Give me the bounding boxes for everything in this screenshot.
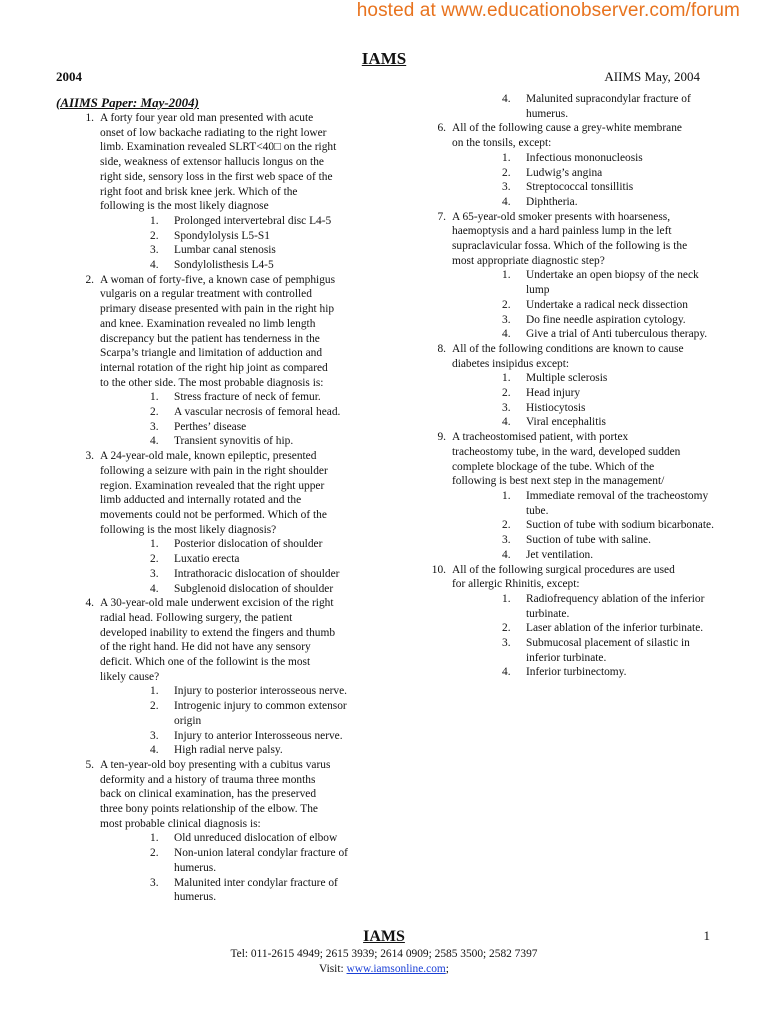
option-text-line: Malunited inter condylar fracture of <box>174 876 338 889</box>
answer-option <box>100 243 372 258</box>
option-text-line: Suction of tube with saline. <box>526 534 651 547</box>
question-text-line: deformity and a history of trauma three months <box>100 773 316 786</box>
question <box>72 273 372 449</box>
option-text-line: Histiocytosis <box>526 401 586 414</box>
question-text-line: A woman of forty-five, a known case of pemphigus <box>100 273 336 286</box>
option-number: 1. <box>502 372 511 385</box>
option-number: 3. <box>150 244 159 257</box>
option-text-line: Laser ablation of the inferior turbinate. <box>526 622 704 635</box>
question-text-line: complete blockage of the tube. Which of the <box>452 460 655 473</box>
option-text-line: Suction of tube with sodium bicarbonate. <box>526 519 714 532</box>
footer-phone-numbers: Tel: 011-2615 4949; 2615 3939; 2614 0909; 2585 3500; 2582 7397 <box>230 948 538 960</box>
question <box>72 758 372 905</box>
answer-option <box>100 214 372 229</box>
option-number: 2. <box>150 847 159 860</box>
question-text-line: most appropriate diagnostic step? <box>452 254 605 267</box>
question-number: 10. <box>431 563 446 576</box>
answer-option <box>452 415 720 430</box>
question-text-line: A 65-year-old smoker presents with hoarseness, <box>452 210 671 223</box>
question-text-line: onset of low backache radiating to the right lower <box>100 126 327 139</box>
question-number: 6. <box>437 122 446 135</box>
option-text-line: Luxatio erecta <box>174 553 240 566</box>
option-number: 4. <box>150 259 159 272</box>
question-text-line: region. Examination revealed that the right upper <box>100 479 325 492</box>
option-number: 4. <box>502 328 511 341</box>
answer-option <box>100 537 372 552</box>
question <box>424 342 720 430</box>
option-text-line: Do fine needle aspiration cytology. <box>526 313 686 326</box>
option-number: 4. <box>502 548 511 561</box>
option-number: 4. <box>502 93 511 105</box>
question-text-line: for allergic Rhinitis, except: <box>452 578 580 591</box>
option-text-line: Prolonged intervertebral disc L4-5 <box>174 214 332 227</box>
answer-option <box>100 684 372 699</box>
option-text-line: Give a trial of Anti tuberculous therapy. <box>526 328 708 341</box>
option-text-line: Submucosal placement of silastic in <box>526 637 690 650</box>
option-number: 2. <box>150 406 159 419</box>
question-number: 7. <box>437 210 446 223</box>
question <box>72 111 372 273</box>
option-text-line: humerus. <box>174 891 217 904</box>
answer-option <box>452 489 720 518</box>
question-text-line: discrepancy but the patient has tenderness in the <box>100 332 320 345</box>
option-text-line: humerus. <box>526 107 569 120</box>
option-text-line: Introgenic injury to common extensor <box>174 700 347 713</box>
left-column <box>72 111 372 905</box>
option-text-line: Subglenoid dislocation of shoulder <box>174 582 334 595</box>
option-text-line: Head injury <box>526 387 581 400</box>
option-number: 3. <box>502 534 511 547</box>
option-text-line: Posterior dislocation of shoulder <box>174 538 323 551</box>
option-text-line: humerus. <box>174 861 217 874</box>
visit-suffix: ; <box>445 963 449 975</box>
answer-option <box>100 846 372 875</box>
exam-name: AIIMS May, 2004 <box>604 69 700 84</box>
question-text-line: to the other side. The most probable diagnosis is: <box>100 376 324 389</box>
option-text-line: Old unreduced dislocation of elbow <box>174 832 338 845</box>
answer-option <box>452 371 720 386</box>
option-number: 3. <box>502 181 511 194</box>
footer-title: IAMS <box>363 928 405 945</box>
answer-options <box>100 537 372 596</box>
answer-option <box>100 552 372 567</box>
option-number: 2. <box>502 298 511 311</box>
option-number: 3. <box>502 401 511 414</box>
option-number: 4. <box>502 666 511 679</box>
answer-option <box>100 390 372 405</box>
answer-options <box>100 214 372 273</box>
answer-option <box>100 699 372 728</box>
paper-heading: (AIIMS Paper: May-2004) <box>56 95 199 110</box>
option-number: 1. <box>150 832 159 845</box>
answer-option <box>100 405 372 420</box>
option-text-line: Injury to anterior Interosseous nerve. <box>174 729 343 742</box>
question-text-line: following is best next step in the management/ <box>452 475 665 488</box>
option-text-line: Transient synovitis of hip. <box>174 435 294 448</box>
question-number: 5. <box>85 758 94 771</box>
option-text-line: Radiofrequency ablation of the inferior <box>526 592 705 605</box>
question-text-line: Scarpa’s triangle and limitation of adduction and <box>100 347 323 360</box>
option-text-line: Intrathoracic dislocation of shoulder <box>174 567 340 580</box>
answer-option <box>452 386 720 401</box>
option-number: 1. <box>150 685 159 698</box>
answer-option <box>452 92 720 121</box>
answer-option <box>100 229 372 244</box>
question-text-line: A tracheostomised patient, with portex <box>452 431 629 444</box>
option-text-line: Viral encephalitis <box>526 416 606 429</box>
question-text-line: back on clinical examination, has the preserved <box>100 788 317 801</box>
page-title: IAMS <box>361 49 407 68</box>
option-text-line: Perthes’ disease <box>174 420 247 433</box>
option-number: 1. <box>502 592 511 605</box>
answer-options <box>452 592 720 680</box>
answer-option <box>452 298 720 313</box>
visit-prefix: Visit: <box>319 963 347 975</box>
answer-option <box>452 592 720 621</box>
question <box>424 121 720 209</box>
option-text-line: Jet ventilation. <box>526 548 594 561</box>
question-number: 1. <box>85 112 94 124</box>
answer-option <box>452 268 720 297</box>
option-text-line: origin <box>174 714 202 727</box>
question-text-line: A 24-year-old male, known epileptic, presented <box>100 450 317 463</box>
website-link[interactable]: www.iamsonline.com <box>346 963 446 975</box>
question-number: 2. <box>85 273 94 286</box>
option-text-line: lump <box>526 284 550 297</box>
option-text-line: turbinate. <box>526 607 570 620</box>
option-number: 1. <box>150 538 159 551</box>
option-number: 2. <box>502 166 511 179</box>
option-text-line: A vascular necrosis of femoral head. <box>174 406 341 419</box>
question-text-line: radial head. Following surgery, the patient <box>100 611 293 624</box>
option-text-line: Malunited supracondylar fracture of <box>526 93 691 105</box>
answer-option <box>452 621 720 636</box>
option-text-line: Stress fracture of neck of femur. <box>174 391 321 404</box>
question-text-line: A ten-year-old boy presenting with a cubitus varus <box>100 758 331 771</box>
option-text-line: inferior turbinate. <box>526 651 607 664</box>
footer-visit <box>0 963 768 975</box>
option-text-line: Lumbar canal stenosis <box>174 244 276 257</box>
answer-option <box>452 533 720 548</box>
option-text-line: Spondylolysis L5-S1 <box>174 229 270 242</box>
question-text-line: right foot and brisk knee jerk. Which of the <box>100 185 298 198</box>
option-number: 4. <box>502 416 511 429</box>
answer-option <box>100 876 372 905</box>
option-text-line: Immediate removal of the tracheostomy <box>526 489 709 502</box>
option-number: 3. <box>150 567 159 580</box>
option-text-line: Inferior turbinectomy. <box>526 666 627 679</box>
option-text-line: Undertake a radical neck dissection <box>526 298 688 311</box>
question <box>72 449 372 596</box>
option-number: 1. <box>150 214 159 227</box>
question <box>424 210 720 342</box>
answer-options <box>452 489 720 563</box>
option-number: 3. <box>150 420 159 433</box>
question-text-line: limb adducted and internally rotated and the <box>100 494 302 507</box>
question-text-line: following is the most likely diagnose <box>100 200 269 213</box>
answer-option <box>452 665 720 680</box>
question-text-line: A forty four year old man presented with acute <box>100 112 314 124</box>
answer-options <box>452 371 720 430</box>
option-number: 3. <box>150 729 159 742</box>
option-text-line: Sondylolisthesis L4-5 <box>174 259 274 272</box>
option-text-line: tube. <box>526 504 549 517</box>
answer-option <box>452 180 720 195</box>
answer-option <box>452 548 720 563</box>
option-number: 2. <box>502 519 511 532</box>
answer-options <box>452 92 720 121</box>
answer-option <box>452 518 720 533</box>
page-number: 1 <box>703 928 710 943</box>
answer-option <box>452 401 720 416</box>
question <box>424 563 720 681</box>
question-text-line: supraclavicular fossa. Which of the following is the <box>452 240 688 253</box>
option-number: 2. <box>502 622 511 635</box>
option-number: 4. <box>150 744 159 757</box>
question-text-line: of the right hand. He did not have any sensory <box>100 641 311 654</box>
question-text-line: All of the following surgical procedures are used <box>452 563 675 576</box>
question-text-line: likely cause? <box>100 670 160 683</box>
option-number: 3. <box>502 637 511 650</box>
question-text-line: side, weakness of extensor hallucis longus on the <box>100 156 324 169</box>
option-number: 3. <box>150 876 159 889</box>
answer-option <box>100 582 372 597</box>
answer-option <box>100 434 372 449</box>
question-text-line: primary disease presented with pain in the right hip <box>100 303 335 316</box>
question-text-line: most probable clinical diagnosis is: <box>100 817 261 830</box>
question-text-line: limb. Examination revealed SLRT<40□ on the right <box>100 141 337 154</box>
option-number: 4. <box>150 582 159 595</box>
question-text-line: three bony points relationship of the elbow. The <box>100 803 318 816</box>
question-text-line: vulgaris on a regular treatment with controlled <box>100 288 312 301</box>
question-text-line: internal rotation of the right hip joint as compared <box>100 361 328 374</box>
option-number: 1. <box>150 391 159 404</box>
answer-option <box>452 313 720 328</box>
question-number: 4. <box>85 597 94 610</box>
option-number: 2. <box>502 387 511 400</box>
question-text-line: A 30-year-old male underwent excision of the right <box>100 597 334 610</box>
option-number: 4. <box>502 195 511 208</box>
question <box>424 430 720 562</box>
option-text-line: Ludwig’s angina <box>526 166 603 179</box>
option-text-line: Diphtheria. <box>526 195 578 208</box>
option-number: 1. <box>502 269 511 282</box>
option-number: 1. <box>502 151 511 164</box>
answer-option <box>452 166 720 181</box>
answer-option <box>100 743 372 758</box>
question-text-line: on the tonsils, except: <box>452 137 552 150</box>
option-text-line: Streptococcal tonsillitis <box>526 181 634 194</box>
answer-options <box>452 268 720 342</box>
answer-option <box>100 420 372 435</box>
question-text-line: tracheostomy tube, in the ward, developed sudden <box>452 445 681 458</box>
option-text-line: Multiple sclerosis <box>526 372 608 385</box>
answer-option <box>452 327 720 342</box>
question-number: 3. <box>85 450 94 463</box>
answer-options <box>100 390 372 449</box>
question <box>424 92 720 121</box>
question-text-line: movements could not be performed. Which of the <box>100 508 327 521</box>
hosted-at-banner: hosted at www.educationobserver.com/forum <box>356 0 740 21</box>
question-number: 9. <box>437 431 446 444</box>
question-text-line: diabetes insipidus except: <box>452 357 570 370</box>
question-text-line: following a seizure with pain in the right shoulder <box>100 464 328 477</box>
answer-option <box>452 636 720 665</box>
option-number: 1. <box>502 489 511 502</box>
option-number: 2. <box>150 229 159 242</box>
answer-options <box>452 151 720 210</box>
answer-options <box>100 831 372 905</box>
option-text-line: Injury to posterior interosseous nerve. <box>174 685 348 698</box>
option-text-line: Non-union lateral condylar fracture of <box>174 847 348 860</box>
question-number: 8. <box>437 342 446 355</box>
option-number: 4. <box>150 435 159 448</box>
question-text-line: All of the following conditions are known to cause <box>452 342 684 355</box>
question-text-line: following is the most likely diagnosis? <box>100 523 277 536</box>
question <box>72 596 372 758</box>
answer-option <box>100 831 372 846</box>
option-text-line: Infectious mononucleosis <box>526 151 643 164</box>
question-text-line: developed inability to extend the fingers and thumb <box>100 626 336 639</box>
paper-year: 2004 <box>56 69 82 84</box>
question-text-line: and knee. Examination revealed no limb length <box>100 317 316 330</box>
question-text-line: right side, sensory loss in the first web space of the <box>100 170 333 183</box>
answer-option <box>452 195 720 210</box>
right-column <box>424 92 720 680</box>
option-number: 3. <box>502 313 511 326</box>
answer-options <box>100 684 372 758</box>
answer-option <box>100 729 372 744</box>
option-number: 2. <box>150 553 159 566</box>
question-text-line: All of the following cause a grey-white membrane <box>452 122 682 135</box>
answer-option <box>452 151 720 166</box>
answer-option <box>100 567 372 582</box>
question-text-line: haemoptysis and a hard painless lump in the left <box>452 225 672 238</box>
answer-option <box>100 258 372 273</box>
option-text-line: High radial nerve palsy. <box>174 744 283 757</box>
option-number: 2. <box>150 700 159 713</box>
question-text-line: deficit. Which one of the followint is the most <box>100 656 311 669</box>
option-text-line: Undertake an open biopsy of the neck <box>526 269 699 282</box>
